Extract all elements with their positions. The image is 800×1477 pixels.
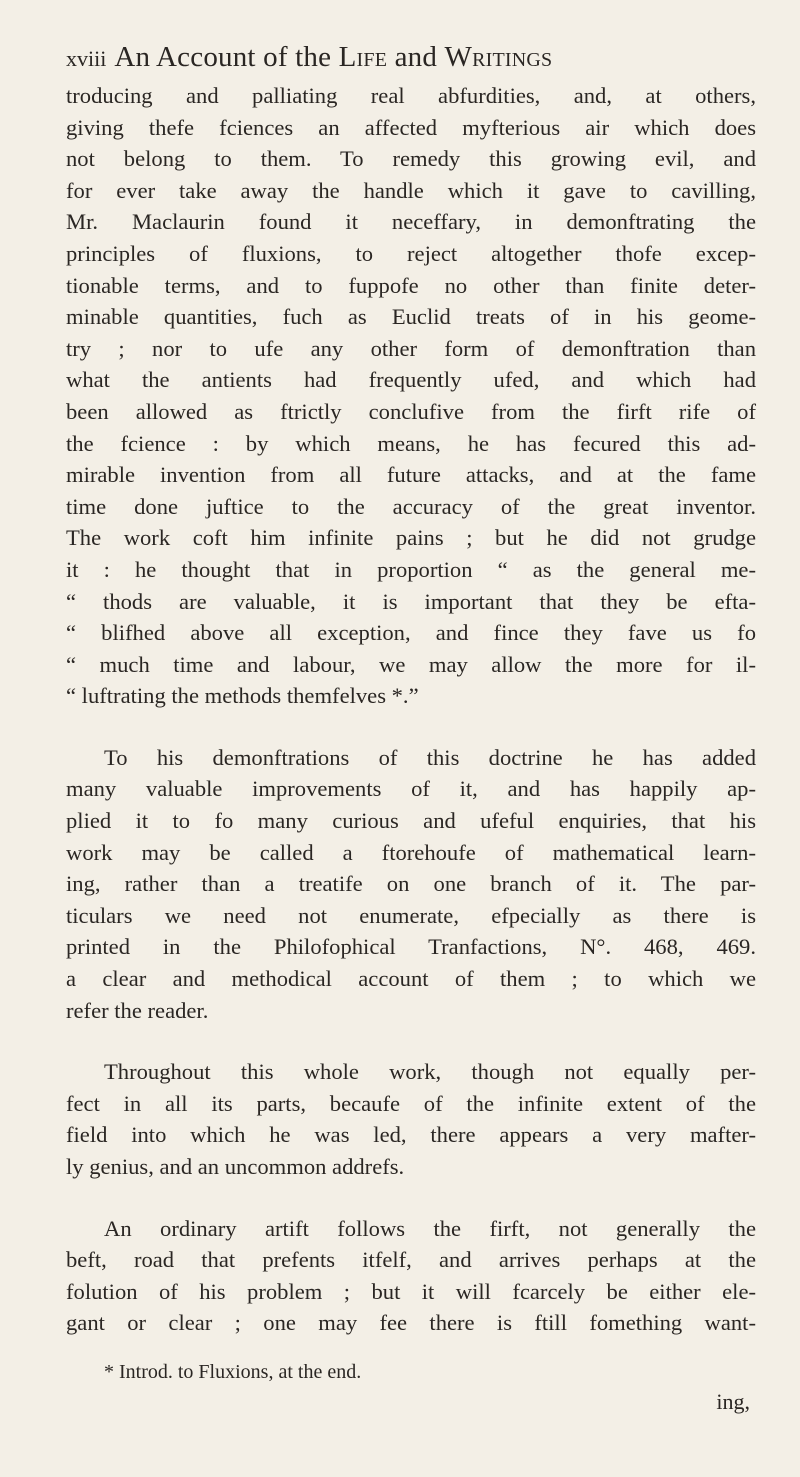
text-line: ing, rather than a treatife on one branch of it. The par- — [66, 871, 756, 897]
footnote: * Introd. to Fluxions, at the end. — [104, 1360, 362, 1383]
running-head — [66, 40, 756, 76]
text-line: plied it to fo many curious and ufeful enquiries, that his — [66, 808, 756, 834]
text-line: troducing and palliating real abfurdities, and, at others, — [66, 83, 756, 108]
text-line: many valuable improvements of it, and has happily ap- — [66, 776, 756, 802]
text-line: time done juftice to the accuracy of the great inventor. — [66, 493, 756, 519]
text-line: it : he thought that in proportion “ as the general me- — [66, 556, 756, 582]
paragraph-gap — [66, 1183, 756, 1213]
text-line: “ thods are valuable, it is important that they be efta- — [66, 588, 756, 614]
text-line: “ blifhed above all exception, and fince they fave us fo — [66, 620, 756, 646]
running-title-writings: Writings — [444, 41, 553, 73]
text-line: ticulars we need not enumerate, efpecially as there is — [66, 902, 756, 928]
running-title-and: and — [387, 41, 445, 73]
text-line: principles of fluxions, to reject altogether thofe excep- — [66, 240, 756, 266]
text-line: field into which he was led, there appears a very mafter- — [66, 1122, 756, 1148]
text-line: Throughout this whole work, though not equally per- — [104, 1059, 756, 1085]
text-line: for ever take away the handle which it gave to cavilling, — [66, 177, 756, 203]
page-number: xviii — [66, 46, 107, 71]
paragraph-gap — [66, 1026, 756, 1056]
book-page — [66, 40, 756, 1415]
paragraph-4 — [66, 1213, 756, 1339]
text-line: fect in all its parts, becaufe of the infinite extent of the — [66, 1090, 756, 1116]
text-line: mirable invention from all future attacks, and at the fame — [66, 462, 756, 488]
paragraph-3 — [66, 1056, 756, 1182]
text-line: ly genius, and an uncommon addrefs. — [66, 1154, 405, 1179]
text-line: been allowed as ftrictly conclufive from the firft rife of — [66, 398, 756, 424]
text-line: what the antients had frequently ufed, and which had — [66, 367, 756, 393]
paragraph-gap — [66, 712, 756, 742]
text-line: “ luftrating the methods themfelves *.” — [66, 683, 419, 709]
text-line: The work coft him infinite pains ; but he did not grudge — [66, 525, 756, 551]
text-line: folution of his problem ; but it will fcarcely be either ele- — [66, 1278, 756, 1304]
paragraph-1 — [66, 80, 756, 712]
running-title-prefix: An Account of the — [114, 41, 339, 73]
running-title-life: Life — [338, 41, 388, 73]
running-title — [114, 40, 552, 74]
text-line: printed in the Philofophical Tranfactions, N°. 468, 469. — [66, 934, 756, 960]
paragraph-2 — [66, 742, 756, 1026]
text-line: minable quantities, fuch as Euclid treats of in his geome- — [66, 304, 756, 330]
text-line: not belong to them. To remedy this growing evil, and — [66, 146, 756, 172]
text-line: refer the reader. — [66, 997, 209, 1023]
text-line: gant or clear ; one may fee there is ftill fomething want- — [66, 1310, 756, 1336]
text-line: the fcience : by which means, he has fecured this ad- — [66, 430, 756, 456]
text-line: “ much time and labour, we may allow the more for il- — [66, 651, 756, 677]
catchword: ing, — [716, 1388, 750, 1414]
text-line: beft, road that prefents itfelf, and arrives perhaps at the — [66, 1247, 756, 1273]
text-line: An ordinary artift follows the firft, not generally the — [104, 1215, 756, 1241]
text-line: try ; nor to ufe any other form of demonftration than — [66, 335, 756, 361]
text-line: tionable terms, and to fuppofe no other than finite deter- — [66, 272, 756, 298]
text-line: To his demonftrations of this doctrine he has added — [104, 744, 756, 770]
text-line: work may be called a ftorehoufe of mathematical learn- — [66, 839, 756, 865]
text-line: a clear and methodical account of them ; to which we — [66, 966, 756, 992]
text-line: giving thefe fciences an affected myfterious air which does — [66, 114, 756, 140]
text-line: Mr. Maclaurin found it neceffary, in demonftrating the — [66, 209, 756, 235]
